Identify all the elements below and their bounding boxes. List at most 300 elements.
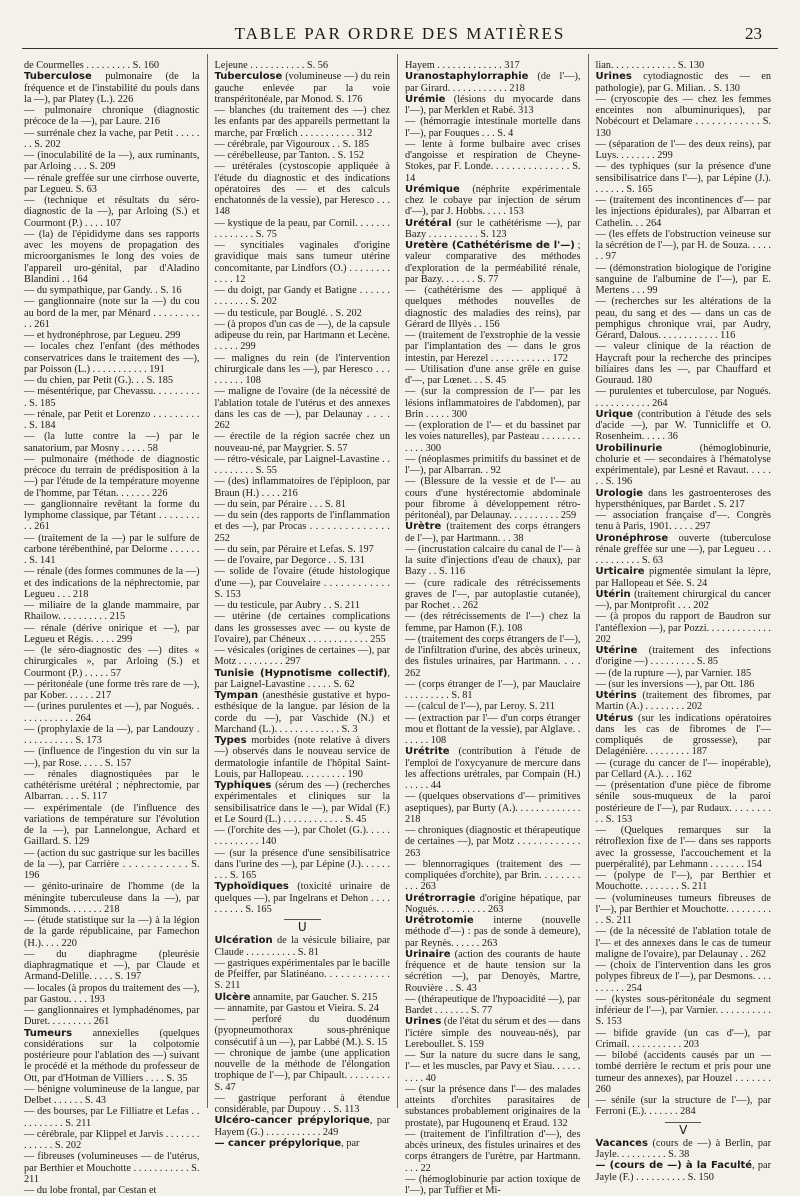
index-entry-text: — (extraction par l'— d'un corps étranger mou et flottant de la vessie), par Alglave. . . . . . . 108 [405,712,581,746]
index-entry-headword: Typhiques [214,780,272,791]
index-entry [405,611,581,634]
index-entry-text: — de l'ovaire, par Degorce . . S. 131 [214,555,366,566]
index-entry [596,690,772,713]
index-entry [24,330,200,341]
index-entry-text: — (les effets de l'obstruction veineuse sur la sécrétion de l'—), par H. de Souza. . . . . . . 97 [595,228,771,263]
index-entry [405,893,581,916]
index-entry [24,1084,200,1107]
index-entry-text: — (hémoglobinurie par action toxique de l'—), par Tuffier et Mi- [405,1173,581,1196]
index-entry [24,409,200,432]
index-entry [215,105,391,139]
index-entry [596,139,772,162]
index-entry [596,668,772,679]
index-entry-headword: Urétrotomie [405,915,474,926]
index-entry [405,386,581,420]
index-entry-text: — fibreuses (volumineuses — de l'utérus, par Berthier et Mouchotte . . . . . . . . . . . S. 211 [24,1151,200,1185]
index-entry-text: — bilobé (accidents causés par un — tombé derrière le rectum et pris pour une tumeur des annexes), par Houzel . . . . . . . 260 [595,1050,771,1095]
index-entry [405,1016,581,1050]
index-entry [405,94,581,117]
index-entry-text: — (Quelques remarques sur la rétroflexion fixe de l'— dans ses rapports avec la grossesse, l'accouchement et la puerpéralité), par Lehmann . . . . . . . 154 [595,825,771,870]
index-entry [24,499,200,533]
index-entry-text: — rénale (des formes communes de la —) et des indications de la néphrectomie, par Legueu . . . 218 [24,566,200,600]
index-entry-text: — Utilisation d'une anse grêle en guise d'—, par Lœnet. . . S. 45 [405,363,581,386]
section-letter-text: V [665,1122,701,1136]
index-entry-text: (anesthésie gustative et hypo-esthésique de la langue. par lésion de la corde du —), par Vaschide (N.) et Marchand (L.). . . . . . . . . . . . . S. 3 [214,690,390,735]
index-entry-headword: Tuberculose [214,71,283,83]
index-entry [596,386,772,409]
index-entry-text: (contribution à l'étude des sels d'acide —), par W. Tunnicliffe et O. Rosenheim. . . . . 36 [595,408,771,443]
index-entry [596,758,772,781]
index-entry-text: — (exploration de l'— et du bassinet par les voies naturelles), par Pasteau . . . . . . . . . . . . 300 [405,420,581,454]
index-entry [24,533,200,567]
index-entry [596,611,772,645]
index-entry [24,1185,200,1196]
index-entry-text: — (choix de l'intervention dans les gros polypes fibreux de l'—), par Desmons. . . . . . . . . . 254 [595,960,771,994]
index-entry-text: — (Blessure de la vessie et de l'— au cours d'une hystérectomie abdominale pour fibrome à développement rétro-péritonéal), par Delaunay. . . . . . . . . . 259 [405,476,581,521]
index-entry [596,645,772,668]
index-entry-text: , par Hayem (G.) . . . . . . . . . . . 249 [214,1115,390,1138]
page-header [0,0,800,48]
index-entry-text: — péritonéale (une forme très rare de —), par Kober. . . . . . 217 [24,678,200,701]
index-entry [596,713,772,758]
index-entry-headword: Urétéral [405,217,452,229]
index-entry-text: — rétro-vésicale, par Laignel-Lavastine . . . . . . . . . . S. 55 [214,453,390,476]
index-entry [405,476,581,521]
index-entry [215,139,391,150]
index-entry-text: — pulmonaire (méthode de diagnostic précoce du terrain de prédisposition à la —) par l'étude de la température moyenne de l'homme, par Tétan. . . . . . . 226 [24,453,200,499]
index-entry-text: — solide de l'ovaire (étude histologique d'une —), par Couvelaire . . . . . . . . . . . . S. 153 [214,566,390,600]
index-entry [596,679,772,690]
index-entry [596,263,772,297]
index-entry [24,746,200,769]
index-entry [215,958,391,992]
index-entry-headword: Utérine [595,645,638,656]
index-entry-text: (hémoglobinurie, cholurie et — secondaires à l'hématolyse expérimentale), par Lesné et Ravaut. . . . . . . S. 196 [595,442,771,488]
index-entry [405,60,581,71]
index-entry-text: (toxicité urinaire de quelques —), par Ingelrans et Dehon . . . . . . . . . . S. 165 [214,881,390,915]
index-entry [596,1138,772,1161]
index-entry-headword: — cancer prépylorique [214,1137,342,1149]
index-entry-text: — du testicule, par Bouglé. . S. 202 [214,307,362,319]
section-letter [215,919,391,933]
index-entry [215,825,391,848]
index-entry-text: — cérébrale, par Vigouroux . . S. 185 [214,138,369,150]
index-entry [215,1138,391,1149]
index-entry [24,285,200,296]
index-entry [405,791,581,825]
index-entry-text: — (néoplasmes primitifs du bassinet et de l'—), par Albarran. . 92 [405,453,581,476]
index-entry [24,949,200,983]
index-entry [405,240,581,285]
index-entry-text: — (traitement des corps étrangers de l'—), de l'infiltration d'urine, des abcès urineux, des fistules urinaires, par Hartmann. . . . 262 [405,633,581,679]
index-entry-headword: Ulcère [214,991,251,1003]
index-entry [215,240,391,285]
index-entry-text: — génito-urinaire de l'homme (de la méningite tuberculeuse dans la —), par Simmonds. . . . . . . 218 [24,881,200,915]
index-entry-text: — mésentérique, par Chevassu. . . . . . . . . . S. 185 [24,386,200,409]
index-entry-text: — purulentes et tuberculose, par Nogués. . . . . . . . . . . . 264 [595,386,771,409]
index-entry [24,454,200,499]
index-entry-text: (sur les indications opératoires dans les cas de fibromes de l'— compliqués de grossesse), par Delagénière. . . . . . . . . 187 [595,712,771,758]
index-entry-headword: Uronéphrose [595,532,669,544]
page-number: 23 [745,24,762,43]
index-entry-headword: Utérins [595,690,637,701]
index-entry-headword: Typhoïdiques [214,881,289,893]
index-entry-text: — (des rétrécissements de l'—) chez la femme, par Hamon (F.). 108 [405,611,581,634]
index-entry [215,611,391,645]
index-entry-headword: Vacances [595,1137,648,1149]
index-entry-text: , par [341,1137,360,1149]
index-entry-text: — bifide gravide (un cas d'—), par Crimail. . . . . . . . . . . 203 [595,1027,771,1050]
index-entry [215,690,391,735]
index-entry [215,645,391,668]
index-entry [24,1106,200,1129]
index-entry-text: — (inoculabilité de la —), aux ruminants, par Arloing . . . S. 209 [24,150,200,173]
index-entry-text: — (sur les inversions —), par Ott. 186 [595,678,755,690]
index-column-2 [207,54,398,1149]
index-entry-text: — chroniques (diagnostic et thérapeutique de certaines —), par Motz . . . . . . . . . . . . 263 [405,825,581,859]
index-entry [405,701,581,712]
index-entry-text: — (l'orchite des —), par Cholet (G.). . . . . . . . . . . . . . 140 [214,825,390,848]
index-entry [215,668,391,691]
index-entry-text: — ganglionnaire revêtant la forme du lymphome classique, par Tétant . . . . . . . . . . 261 [24,498,200,533]
index-entry [596,229,772,263]
index-entry-headword: Urobilinurie [595,442,663,454]
index-entry-text: — du chien, par Petit (G.). . . S. 185 [24,375,173,386]
index-entry [405,1129,581,1174]
index-entry [596,893,772,927]
index-entry-text: — (incrustation calcaire du canal de l'— à la suite d'injections d'eau de chaux), par Bazy . . S. 116 [405,543,581,578]
index-entry [24,105,200,128]
index-entry [215,285,391,308]
index-entry-text: cytodiagnostic des — en pathologie), par G. Milian. . S. 130 [595,71,771,94]
index-entry-text: (de l'—), par Girard. . . . . . . . . . . . 218 [405,71,581,94]
index-entry [215,600,391,611]
index-entry [215,848,391,882]
index-entry [24,341,200,375]
index-entry-text: — maligne de l'ovaire (de la nécessité de l'ablation totale de l'utérus et des annexes dans les cas de —), par Delaunay . . . . 262 [214,386,390,431]
index-entry [24,803,200,848]
index-entry-text: (volumineuse —) du rein gauche enlevée par la voie transpéritonéale, par Monod. S. 176 [214,71,390,105]
index-entry-headword: Urines [595,71,632,83]
index-entry-headword: Tympan [214,690,259,701]
index-entry-text: — du sein, par Péraire . . . S. 81 [214,498,347,510]
index-entry-text: — (de la rupture —), par Varnier. 185 [595,667,752,679]
index-entry [24,1005,200,1028]
index-entry-text: pulmonaire (de la fréquence et de l'instabilité du pouls dans la —), par Platey (L.). 226 [24,71,200,105]
index-entry [24,229,200,285]
index-entry-text: — du diaphragme (pleurésie diaphragmatique et —), par Claude et Armand-Delille. . . . . S. 197 [24,948,200,983]
index-entry [24,983,200,1006]
index-entry-headword: Uranostaphylorraphie [405,71,529,83]
index-entry-text: — (cryoscopie des — chez les femmes enceintes non albuminuriques), par Nobécourt et Delamare . . . . . . . . . . . . S. 130 [595,93,771,139]
index-entry-text: — (calcul de l'—), par Leroy. S. 211 [405,701,556,713]
index-entry-text: — des typhiques (sur la présence d'une sensibilisatrice dans l'—), par Lépine (J.). . . . . . . S. 165 [595,161,771,195]
index-entry-text: ; valeur comparative des méthodes d'exploration de la perméabilité rénale, par Bazy. . . . . . . S. 77 [405,240,581,285]
index-entry-text: — ganglionnaire (note sur la —) du cou au bord de la mer, par Ménard . . . . . . . . . . . 261 [24,296,200,330]
index-entry-text: — (de la nécessité de l'ablation totale de l'— et des annexes dans le cas de tumeur maligne de l'ovaire), par Delaunay . . 262 [595,926,771,960]
index-entry [596,341,772,386]
index-entry-text: dans les gastroenteroses des hypersthéniques, par Bardet . S. 217 [595,487,771,510]
index-entry [215,510,391,544]
index-entry-text: (de l'état du sérum et des — dans l'ictère simple des nouveau-nés), par Lereboullet. S. 159 [405,1016,581,1050]
index-entry-text: — rénale greffée sur une cirrhose ouverte, par Legueu. S. 63 [24,172,200,195]
index-entry-text: — (à propos du rapport de Baudron sur l'antéflexion —), par Pozzi. . . . . . . . . . . . . 202 [595,611,771,645]
index-entry [596,960,772,994]
index-entry-headword: Tunisie (Hypnotisme collectif) [214,667,388,679]
index-entry-text: — (la lutte contre la —) par le sanatorium, par Mosny . . . . . 58 [24,431,200,454]
index-entry [215,499,391,510]
index-entry-text: — (sur la compression de l'— par les lésions inflammatoires de l'abdomen), par Brin . . . . . 300 [405,386,581,420]
index-entry [215,71,391,105]
index-entry-text: annexielles (quelques considérations sur la colpotomie postérieure pour l'ablation des —) suivant le procédé et la méthode du professeur de Ott, par d'Hotman de Villiers . . . . S. 35 [24,1027,200,1084]
index-entry-text: (néphrite expérimentale chez le cobaye par injection de sérum d'—), par J. Hobbs. . . . . 153 [405,183,581,218]
index-entry-headword: Urémie [405,93,446,105]
index-entry-headword: Utérin [595,588,631,600]
index-entry [405,746,581,791]
index-entry [215,735,391,780]
index-entry-headword: Urinaire [405,948,451,960]
index-entry [24,431,200,454]
index-entry [215,60,391,71]
index-entry-headword: Utérus [595,712,634,724]
index-entry-headword: Uretère (Cathétérisme de l'—) [405,240,575,251]
index-entry-headword: Types [214,735,247,746]
index-entry-text: — kystique de la peau, par Cornil. . . . . . . . . . . . . . . S. 75 [214,217,390,240]
index-entry [405,994,581,1017]
index-entry-text: — (prophylaxie de la —), par Landouzy . . . . . . . . . . . S. 173 [24,723,200,746]
index-entry-text: — (kystes sous-péritonéale du segment inférieur de l'—), par Varnier. . . . . . . . . . . S. 153 [595,993,771,1028]
index-entry-text: — (à propos d'un cas de —), de la capsule adipeuse du rein, par Hartmann et Lecène. . . . . . 299 [214,318,390,353]
index-entry-text: — (démonstration biologique de l'origine sanguine de l'albumine de l'—), par E. Mertens . . . 99 [595,262,771,296]
index-entry [215,881,391,915]
index-entry-text: (sérum des —) (recherches expérimentales et cliniques sur la sensibilisatrice dans le —), par Widal (F.) et Le Sourd (L.) . . . . . . . . . . . . S. 45 [214,780,390,825]
index-entry [215,431,391,454]
index-entry [596,443,772,488]
section-letter-text: U [284,919,321,933]
index-entry [405,184,581,218]
index-entry [24,173,200,196]
index-entry [215,218,391,241]
index-entry [405,825,581,859]
index-entry-text: — rénale (dérive onirique et —), par Legueu et Régis. . . . . 299 [24,622,200,645]
index-entry [405,713,581,747]
index-entry [405,139,581,184]
index-entry [24,128,200,151]
index-entry [24,150,200,173]
index-entry-text: — syncitiales vaginales d'origine gravidique mais sans tumeur utérine concomitante, par Lindfors (O.) . . . . . . . . . . . . 12 [214,240,390,285]
index-entry [215,150,391,161]
index-entry-text: — (thérapeutique de l'hypoacidité —), par Bardet . . . . . . . S. 77 [405,993,581,1016]
index-entry [405,420,581,454]
index-entry-text: — des bourses, par Le Filliatre et Lefas . . . . . . . . . . S. 211 [24,1106,200,1129]
section-letter [596,1122,772,1136]
index-entry-text: de Courmelles . . . . . . . . . S. 160 [24,60,159,71]
index-entry-text: — (hémorragie intestinale mortelle dans l'—), par Fouques . . . S. 4 [405,116,581,139]
index-entry-text: — (le séro-diagnostic des —) dites « chirurgicales », par Arloing (S.) et Courmont (P.) . . . . . 57 [24,645,200,679]
index-entry-text: — (curage du cancer de l'— inopérable), par Cellard (A.). . . 162 [595,757,771,780]
index-entry [24,71,200,105]
index-entry [596,825,772,870]
index-entry [24,915,200,949]
index-entry-text: — gastrique perforant à étendue considérable, par Dupouy . . S. 113 [214,1092,390,1115]
index-entry-text: (sur le cathétérisme —), par Bazy . . . . . . . . . . S. 123 [405,217,581,240]
index-entry-text: — lente à forme bulbaire avec crises d'angoisse et respiration de Cheyne-Stokes, par F. Londe. . . . . . . . . . . . . . . S. 14 [405,138,581,184]
index-entry-text: — perforé du duodénum (pyopneumothorax sous-phrénique consécutif à un —), par Labbé (M.). S. 15 [214,1014,390,1048]
index-entry [596,71,772,94]
index-entry [215,1093,391,1116]
index-entry [215,544,391,555]
index-entry [405,521,581,544]
index-entry-text: — rénales diagnostiquées par le cathétérisme urétéral ; néphrectomie, par Albarran. . . . S. 117 [24,768,200,803]
index-entry [215,566,391,600]
index-entry-text: Lejeune . . . . . . . . . . . S. 56 [214,60,329,71]
index-entry [24,769,200,803]
index-entry [405,218,581,241]
index-entry-text: ouverte (tuberculose rénale greffée sur une —), par Legueu . . . . . . . . . . . . S. 63 [595,532,771,566]
index-entry-headword: Urines [405,1016,442,1028]
index-entry [24,1028,200,1084]
index-entry-text: — du sympathique, par Gandy. . S. 16 [24,285,182,296]
index-entry-text: — (sur la présence dans l'— des malades atteints d'orchites parasitaires de substances probablement originaires de la prostate), par Hugounenq et Eraud. 132 [405,1083,581,1129]
index-entry-text: — (corps étranger de l'—), par Mauclaire . . . . . . . . . S. 81 [405,678,581,701]
index-entry [215,476,391,499]
index-entry-text: — (traitement de l'exstrophie de la vessie par l'implantation des — dans le gros intestin, par Herezel . . . . . . . . . . . . 172 [405,330,581,364]
index-entry [405,364,581,387]
index-entry [24,600,200,623]
index-entry-text: — cérébrale, par Klippel et Jarvis . . . . . . . . . . . . . S. 202 [24,1128,200,1151]
index-entry-text: — miliaire de la glande mammaire, par Rhailow. . . . . . . . . . 215 [24,600,200,623]
index-entry-headword: Urètre [405,521,442,533]
index-entry-text: — expérimentale (de l'influence des variations de température sur l'évolution de la —), par Lannelongue, Achard et Gaillard. S. 129 [24,802,200,848]
index-entry [405,578,581,612]
index-entry [405,949,581,994]
index-entry [596,94,772,139]
index-entry-text: — (des) inflammatoires de l'épiploon, par Braun (H.) . . . . 216 [214,476,390,499]
index-entry-headword: Tuberculose [24,71,92,83]
index-entry-text: — bénigne volumineuse de la langue, par Delbet . . . . . . S. 43 [24,1083,200,1106]
index-entry-text: — du testicule, par Aubry . . S. 211 [214,600,360,611]
index-entry-headword: — (cours de —) à la Faculté [595,1160,753,1172]
index-entry-text: (traitement chirurgical du cancer —), par Montprofit . . . 202 [595,588,771,611]
index-entry-text: — du lobe frontal, par Cestan et [24,1185,157,1196]
index-entry [596,510,772,533]
index-entry [405,1174,581,1196]
index-entry-text: — (cathétérisme des — appliqué à quelques méthodes nouvelles de diagnostic des maladies des reins), par Gérard de Illyès . . 156 [405,285,581,330]
index-entry [24,60,200,71]
index-entry [405,454,581,477]
index-entry-text: — association française d'—. Congrès tenu à Paris, 1901. . . . . 297 [595,510,771,533]
index-entry-text: — du doigt, par Gandy et Batigne . . . . . . . . . . . . . S. 202 [214,285,390,308]
index-entry-text: — (recherches sur les altérations de la peau, du sang et des — dans un cas de pemphigus chronique vrai, par Audry, Gérard, Dalous. . . . . . . . . . . . 116 [595,296,771,341]
index-entry [405,1084,581,1129]
index-entry [24,386,200,409]
index-entry [215,386,391,431]
index-entry [596,533,772,567]
index-entry [405,544,581,578]
index-entry-text: — (traitement de l'infiltration d'—), des abcès urineux, des fistules urinaires et des corps étrangers de l'urètre, par Hartmann. . . . 22 [405,1128,581,1174]
index-entry [596,1028,772,1051]
index-entry-headword: Urétrite [405,746,450,758]
index-entry-text: — (urines purulentes et —), par Nogués. . . . . . . . . . . . 264 [24,701,200,724]
index-entry-text: — (technique et résultats du séro-diagnostic de la —), par Arloing (S.) et Courmont (P.) . . . . 107 [24,195,200,229]
index-entry-text: — locales (à propos du traitement des —), par Gastou. . . . 193 [24,982,200,1005]
index-entry [24,848,200,882]
index-column-4 [588,54,779,1183]
index-entry-text: d'origine hépatique, par Nogués. . . . . . . . . . 263 [405,892,581,915]
index-columns [22,54,778,1196]
index-entry [215,161,391,217]
index-entry-text: — (action du suc gastrique sur les bacilles de la —), par Carrière . . . . . . . . . . . S. 196 [24,847,200,881]
index-column-3 [397,54,588,1196]
index-entry-text: — valeur clinique de la réaction de Haycraft pour la recherche des principes biliaires dans les —, par Chauffard et Gouraud. 180 [595,341,771,386]
index-entry [24,623,200,646]
index-entry [596,60,772,71]
index-entry [215,319,391,353]
index-entry-headword: Tumeurs [24,1027,73,1039]
index-entry-text: — (polype de l'—), par Berthier et Mouchotte. . . . . . . . S. 211 [595,870,771,893]
index-entry [405,285,581,330]
index-entry-text: — (quelques observations d'— primitives aseptiques), par Burty (A.). . . . . . . . . . . . . 218 [405,791,581,825]
index-entry [596,195,772,229]
index-entry [596,296,772,341]
index-entry-text: — utérine (de certaines complications dans les grossesses avec — ou kyste de l'ovaire), par Chéneux . . . . . . . . . . . . 255 [214,611,390,645]
index-entry [405,116,581,139]
index-entry [596,566,772,589]
index-entry-text: — Sur la nature du sucre dans le sang, l'— et les muscles, par Pavy et Siau. . . . . . . . . . 40 [405,1050,581,1084]
index-entry-text: — rénale, par Petit et Lorenzo . . . . . . . . . . S. 184 [24,408,200,431]
index-entry [405,859,581,893]
index-entry [215,353,391,387]
index-entry [405,915,581,949]
index-entry [215,1115,391,1138]
index-entry [596,780,772,825]
index-entry [596,161,772,195]
index-entry-text: — (étude statistique sur la —) à la légion de la garde républicaine, par Famechon (H.). . . . 220 [24,915,200,949]
index-entry-text: (traitement des infections d'origine —) . . . . . . . . . S. 85 [595,645,771,668]
index-entry-text: — vésicales (origines de certaines —), par Motz . . . . . . . . . 297 [214,645,390,668]
index-entry [596,1050,772,1095]
index-entry-text: morbides (note relative à divers —) observés dans le nouveau service de dermatologie infantile de l'hôpital Saint-Louis, par Hallopeau. . . . . . . . . 190 [214,735,390,780]
index-entry-text: — du sein (des rapports de l'inflammation et des —), par Procas . . . . . . . . . . . . . . 252 [214,510,390,544]
index-entry-text: — ganglionnaires et lymphadénomes, par Duret. . . . . . . . . 261 [24,1005,200,1028]
index-entry-headword: Urique [595,408,634,420]
index-entry [596,994,772,1028]
index-entry-text: pigmentée simulant la lèpre, par Hallopeau et Sée. S. 24 [595,566,771,589]
index-entry-text: — blennorragiques (traitement des — compliquées d'orchite), par Brin. . . . . . . . . . . 263 [405,858,581,893]
index-entry [215,780,391,825]
index-entry [215,555,391,566]
index-entry [215,454,391,477]
index-entry [596,409,772,443]
index-entry-headword: Urticaire [595,566,645,578]
index-entry [405,679,581,702]
index-entry-text: — (cure radicale des rétrécissements graves de l'—, par autoplastie cutanée), par Rochet . . 262 [405,577,581,611]
index-entry-text: Hayem . . . . . . . . . . . . . 317 [405,60,520,71]
index-entry-text: lian. . . . . . . . . . . . . S. 130 [595,60,705,71]
index-entry [215,992,391,1003]
index-entry [215,308,391,319]
index-entry [405,1050,581,1084]
index-entry [596,488,772,511]
index-entry [405,71,581,94]
index-entry [24,724,200,747]
index-entry-text: — blanches (du traitement des —) chez les enfants par des appareils permettant la marche, par Frœlich . . . . . . . . . . . 312 [214,105,390,139]
index-entry-text: — (traitement des incontinences d'— par les injections épidurales), par Albarran et Cathelin. . . 264 [595,195,771,229]
index-entry [24,566,200,600]
index-entry [596,870,772,893]
index-entry-text: — sénile (sur la structure de l'—), par Ferroni (E.). . . . . . . 284 [595,1095,771,1118]
index-entry-text: — (influence de l'ingestion du vin sur la —), par Rose. . . . . S. 157 [24,746,200,769]
